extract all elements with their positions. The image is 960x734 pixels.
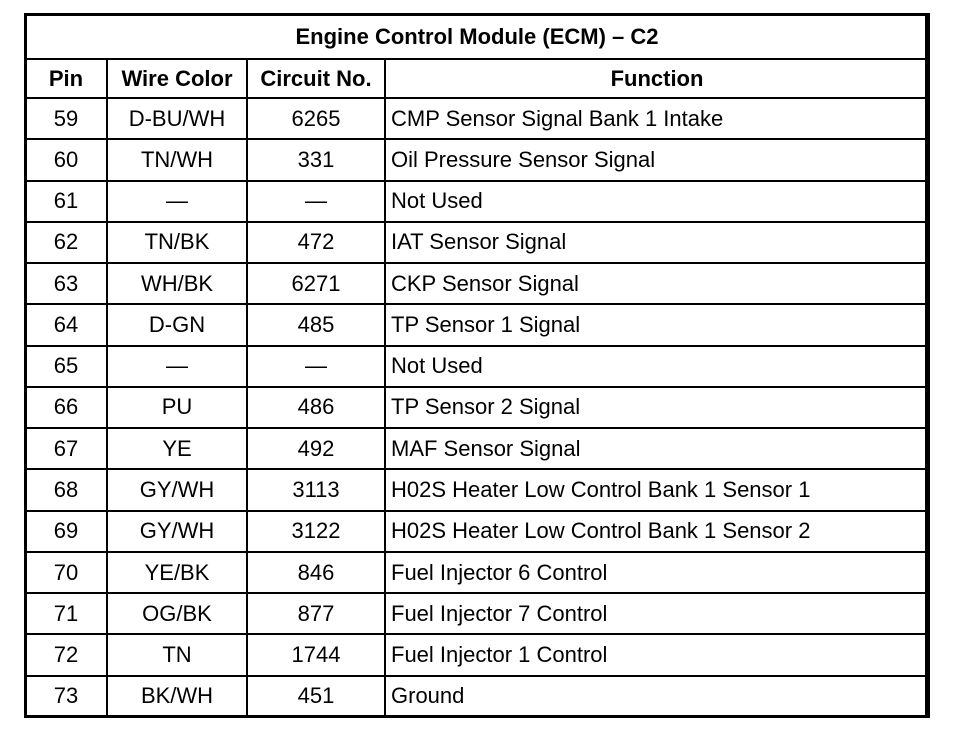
cell-circuit: 6265 — [247, 98, 385, 139]
cell-function: H02S Heater Low Control Bank 1 Sensor 2 — [385, 511, 929, 552]
cell-function: H02S Heater Low Control Bank 1 Sensor 1 — [385, 469, 929, 510]
cell-pin: 69 — [25, 511, 107, 552]
cell-function: Not Used — [385, 346, 929, 387]
cell-wire-color: — — [107, 346, 247, 387]
cell-pin: 64 — [25, 304, 107, 345]
cell-circuit: — — [247, 181, 385, 222]
cell-wire-color: GY/WH — [107, 469, 247, 510]
cell-pin: 63 — [25, 263, 107, 304]
cell-function: Fuel Injector 6 Control — [385, 552, 929, 593]
cell-function: Fuel Injector 7 Control — [385, 593, 929, 634]
cell-circuit: 472 — [247, 222, 385, 263]
cell-circuit: 451 — [247, 676, 385, 717]
cell-wire-color: — — [107, 181, 247, 222]
cell-circuit: 3113 — [247, 469, 385, 510]
cell-circuit: 331 — [247, 139, 385, 180]
cell-pin: 60 — [25, 139, 107, 180]
column-header-function: Function — [385, 59, 929, 98]
cell-wire-color: YE — [107, 428, 247, 469]
cell-function: Not Used — [385, 181, 929, 222]
cell-pin: 67 — [25, 428, 107, 469]
cell-function: CMP Sensor Signal Bank 1 Intake — [385, 98, 929, 139]
cell-wire-color: D-GN — [107, 304, 247, 345]
cell-pin: 70 — [25, 552, 107, 593]
cell-function: IAT Sensor Signal — [385, 222, 929, 263]
cell-wire-color: TN/WH — [107, 139, 247, 180]
cell-function: TP Sensor 1 Signal — [385, 304, 929, 345]
column-header-pin: Pin — [25, 59, 107, 98]
cell-pin: 62 — [25, 222, 107, 263]
cell-wire-color: D-BU/WH — [107, 98, 247, 139]
cell-circuit: — — [247, 346, 385, 387]
cell-function: Oil Pressure Sensor Signal — [385, 139, 929, 180]
cell-pin: 73 — [25, 676, 107, 717]
table-outer-border — [24, 13, 928, 718]
cell-wire-color: WH/BK — [107, 263, 247, 304]
cell-wire-color: GY/WH — [107, 511, 247, 552]
cell-pin: 66 — [25, 387, 107, 428]
column-header-circuit: Circuit No. — [247, 59, 385, 98]
cell-circuit: 6271 — [247, 263, 385, 304]
cell-circuit: 485 — [247, 304, 385, 345]
cell-function: CKP Sensor Signal — [385, 263, 929, 304]
cell-wire-color: OG/BK — [107, 593, 247, 634]
cell-wire-color: BK/WH — [107, 676, 247, 717]
column-header-wire-color: Wire Color — [107, 59, 247, 98]
cell-wire-color: TN/BK — [107, 222, 247, 263]
cell-circuit: 877 — [247, 593, 385, 634]
cell-function: Fuel Injector 1 Control — [385, 634, 929, 675]
cell-pin: 71 — [25, 593, 107, 634]
cell-circuit: 1744 — [247, 634, 385, 675]
cell-wire-color: TN — [107, 634, 247, 675]
cell-circuit: 486 — [247, 387, 385, 428]
cell-wire-color: PU — [107, 387, 247, 428]
cell-wire-color: YE/BK — [107, 552, 247, 593]
cell-function: Ground — [385, 676, 929, 717]
cell-pin: 68 — [25, 469, 107, 510]
cell-pin: 59 — [25, 98, 107, 139]
table-title: Engine Control Module (ECM) – C2 — [25, 14, 929, 59]
cell-pin: 65 — [25, 346, 107, 387]
cell-circuit: 492 — [247, 428, 385, 469]
cell-circuit: 846 — [247, 552, 385, 593]
cell-circuit: 3122 — [247, 511, 385, 552]
cell-pin: 61 — [25, 181, 107, 222]
cell-function: TP Sensor 2 Signal — [385, 387, 929, 428]
cell-function: MAF Sensor Signal — [385, 428, 929, 469]
cell-pin: 72 — [25, 634, 107, 675]
